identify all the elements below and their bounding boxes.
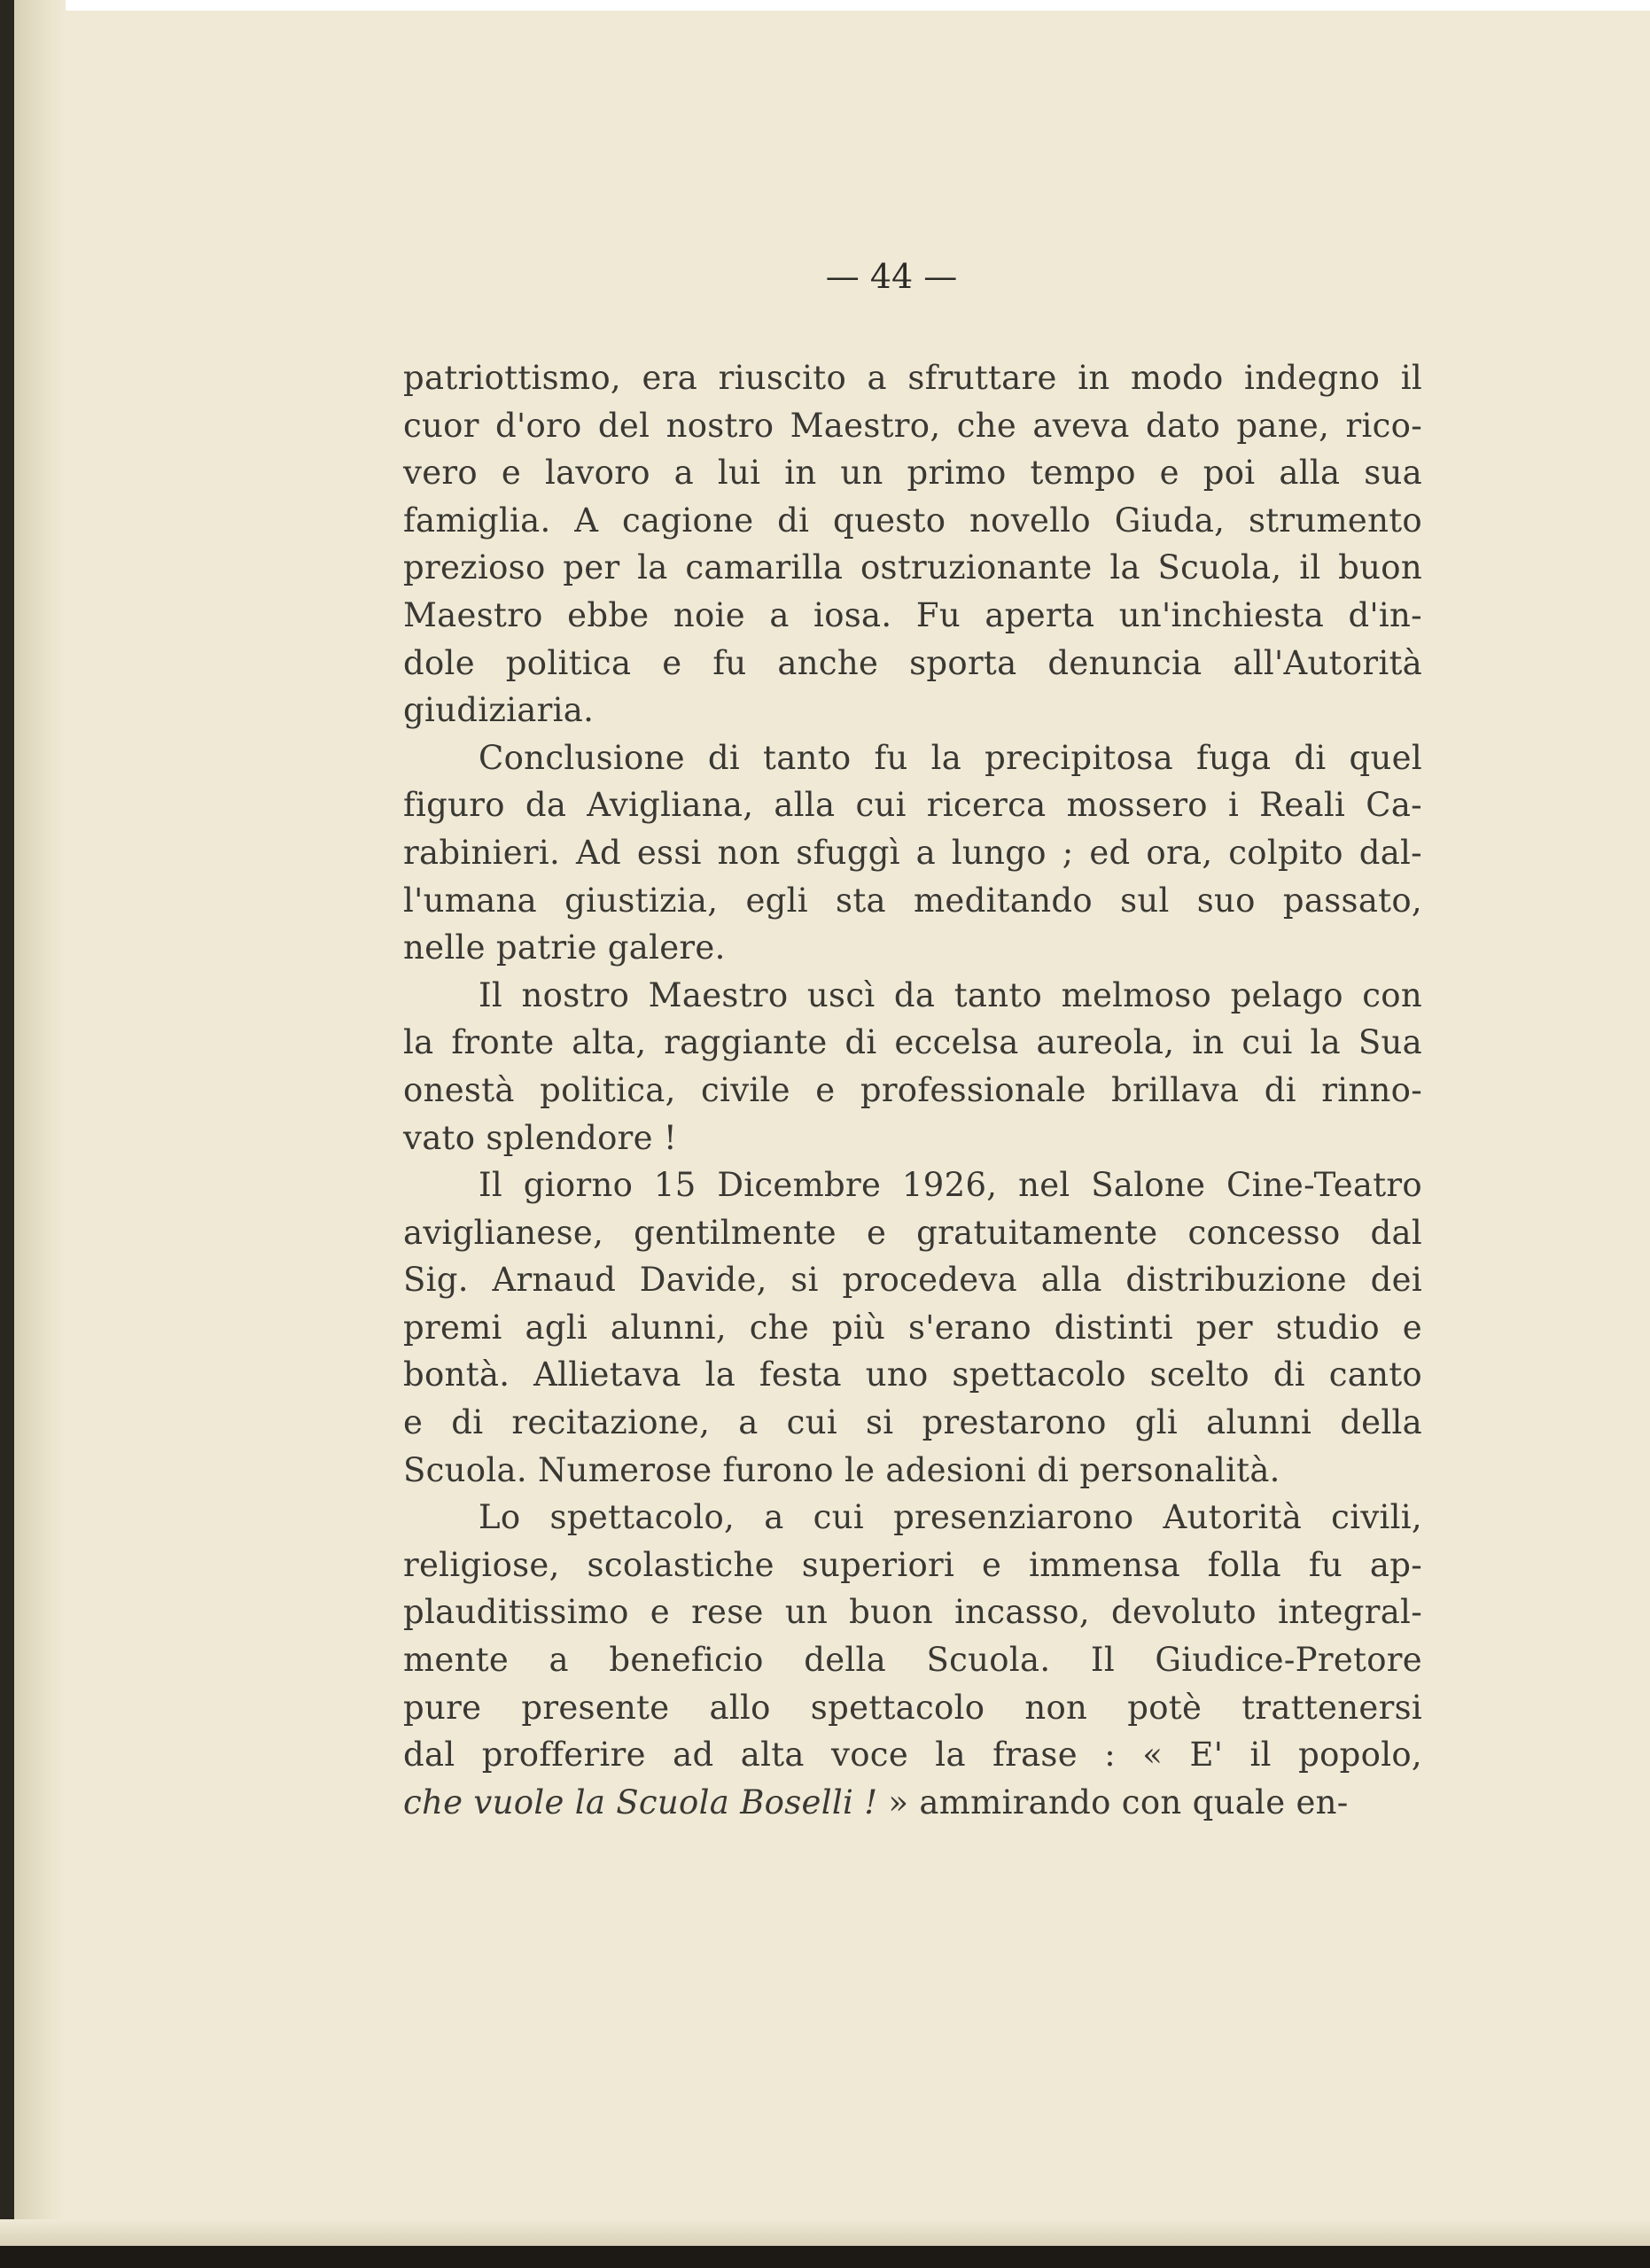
text-line: pure presente allo spettacolo non potè trattenersi	[403, 1688, 1422, 1727]
text-line: Scuola. Numerose furono le adesioni di personalità.	[403, 1450, 1280, 1489]
text-line: e di recitazione, a cui si prestarono gli alunni della	[403, 1403, 1422, 1442]
scan-left-edge	[0, 0, 14, 2268]
text-line: prezioso per la camarilla ostruzionante la Scuola, il buon	[403, 548, 1422, 587]
text-line: bontà. Allietava la festa uno spettacolo scelto di canto	[403, 1355, 1422, 1394]
text-line: vero e lavoro a lui in un primo tempo e poi alla sua	[403, 454, 1422, 493]
page-gutter-shadow	[14, 0, 66, 2268]
text-line: giudiziaria.	[403, 691, 595, 730]
text-line: vato splendore !	[403, 1118, 678, 1157]
italic-quote: che vuole la Scuola Boselli !	[403, 1783, 878, 1821]
text-line: Il nostro Maestro uscì da tanto melmoso pelago con	[479, 975, 1422, 1014]
text-line: figuro da Avigliana, alla cui ricerca mossero i Reali Ca-	[403, 786, 1422, 825]
text-line: aviglianese, gentilmente e gratuitamente concesso dal	[403, 1213, 1422, 1252]
text-line: Conclusione di tanto fu la precipitosa fuga di quel	[479, 738, 1422, 777]
text-line: onestà politica, civile e professionale brillava di rinno-	[403, 1070, 1422, 1109]
text-line: Il giorno 15 Dicembre 1926, nel Salone Cine-Teatro	[479, 1166, 1422, 1205]
paragraph	[403, 734, 1422, 972]
text-line: mente a beneficio della Scuola. Il Giudice-Pretore	[403, 1641, 1422, 1680]
paragraph	[403, 972, 1422, 1161]
text-line: rabinieri. Ad essi non sfuggì a lungo ; ed ora, colpito dal-	[403, 833, 1422, 872]
text-line: Sig. Arnaud Davide, si procedeva alla distribuzione dei	[403, 1261, 1422, 1300]
text-line: Lo spettacolo, a cui presenziarono Autorità civili,	[479, 1498, 1422, 1537]
text-line: cuor d'oro del nostro Maestro, che aveva dato pane, rico-	[403, 406, 1422, 445]
text-line: la fronte alta, raggiante di eccelsa aureola, in cui la Sua	[403, 1023, 1422, 1062]
text-line: premi agli alunni, che più s'erano distinti per studio e	[403, 1308, 1422, 1347]
paragraph	[403, 354, 1422, 734]
body-text	[403, 354, 1422, 1826]
scan-top-margin	[0, 0, 1650, 11]
page-bottom-shadow	[0, 2219, 1650, 2246]
text-line: dole politica e fu anche sporta denuncia all'Autorità	[403, 643, 1422, 682]
text-line: dal profferire ad alta voce la frase : « E' il popolo,	[403, 1736, 1422, 1775]
scan-bottom-edge	[0, 2246, 1650, 2268]
text-line: nelle patrie galere.	[403, 928, 726, 967]
page-number: — 44 —	[825, 257, 958, 296]
text-line: plauditissimo e rese un buon incasso, devoluto integral-	[403, 1593, 1422, 1632]
text-line: l'umana giustizia, egli sta meditando sul suo passato,	[403, 881, 1422, 920]
text-line: patriottismo, era riuscito a sfruttare in modo indegno il	[403, 359, 1422, 397]
text-line: Maestro ebbe noie a iosa. Fu aperta un'inchiesta d'in-	[403, 595, 1422, 634]
text-line: religiose, scolastiche superiori e immensa folla fu ap-	[403, 1545, 1422, 1584]
text-line: famiglia. A cagione di questo novello Giuda, strumento	[403, 501, 1422, 540]
text-continuation: » ammirando con quale en-	[877, 1783, 1349, 1821]
text-line	[403, 1779, 1422, 1827]
paragraph	[403, 1161, 1422, 1494]
paragraph	[403, 1494, 1422, 1826]
